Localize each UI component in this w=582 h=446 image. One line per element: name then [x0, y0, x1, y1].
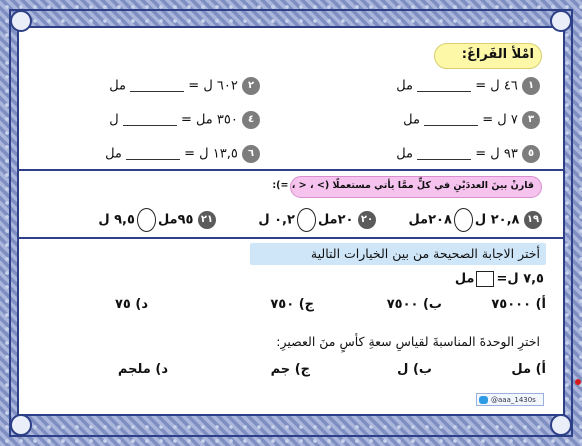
answer-box[interactable]: [476, 271, 494, 287]
option-value: جم: [270, 362, 291, 377]
red-dot-marker: [575, 379, 581, 385]
fill-item-4: [60, 111, 260, 129]
item-number-badge: ٥: [522, 145, 540, 163]
corner-ornament: [550, 10, 572, 32]
twitter-handle-badge: [476, 393, 544, 406]
answer-blank[interactable]: [417, 149, 471, 160]
fill-item-3: [340, 111, 540, 129]
item-number-badge: ٢: [242, 77, 260, 95]
mcq1-left: ٧,٥ ل=: [496, 271, 544, 287]
option-value: ملجم: [117, 362, 151, 377]
section3-title: أختر الاجابة الصحيحة من بين الخيارات التالية: [310, 246, 540, 261]
option-label: أ): [535, 362, 546, 377]
item-number-badge: ١: [522, 77, 540, 95]
item-right: مل: [109, 78, 127, 94]
mcq1-right: مل: [454, 271, 475, 287]
item-right: مل: [396, 146, 413, 162]
option-label: د): [135, 297, 148, 312]
option-value: ٧٥٠٠: [386, 297, 419, 312]
compare-right: ٩,٥ ل: [98, 212, 135, 228]
option-label: ب): [422, 297, 442, 312]
item-number-badge: ٦: [242, 145, 260, 163]
option-value: ٧٥: [114, 297, 131, 312]
compare-circle[interactable]: [137, 208, 156, 232]
option-label: أ): [535, 297, 546, 312]
answer-blank[interactable]: [123, 115, 177, 126]
compare-item-19: [392, 208, 542, 232]
mcq2-option-a[interactable]: [460, 362, 546, 377]
option-label: ب): [412, 362, 432, 377]
option-value: ل: [397, 362, 409, 377]
item-number-badge: ٢٠: [358, 211, 376, 229]
compare-circle[interactable]: [454, 208, 473, 232]
answer-blank[interactable]: [130, 81, 184, 92]
section1-title: امْلأ الفَراغَ:: [461, 47, 534, 62]
compare-left: ٩٥مل: [157, 212, 194, 228]
compare-left: ٢٠مل: [317, 212, 354, 228]
fill-item-2: [60, 77, 260, 95]
mcq2-option-b[interactable]: [346, 362, 432, 377]
item-right: مل: [403, 112, 420, 128]
item-number-badge: ٢١: [198, 211, 216, 229]
section2-title: قارنْ بينَ العددَيْنِ في كلٍّ ممَّا يأتي مستعملًا (> ، < ، =):: [272, 180, 534, 191]
item-number-badge: ٤: [242, 111, 260, 129]
corner-ornament: [10, 10, 32, 32]
compare-right: ٠,٢ ل: [258, 212, 295, 228]
compare-circle[interactable]: [297, 208, 316, 232]
item-right: مل: [105, 146, 122, 162]
corner-ornament: [550, 414, 572, 436]
option-label: د): [155, 362, 168, 377]
compare-right: ٢٠٨مل: [408, 212, 452, 228]
answer-blank[interactable]: [424, 115, 478, 126]
fill-item-1: [340, 77, 540, 95]
option-value: مل: [511, 362, 532, 377]
mcq1-option-b[interactable]: [356, 297, 442, 312]
corner-ornament: [10, 414, 32, 436]
item-number-badge: ١٩: [524, 211, 542, 229]
twitter-bird-icon: [479, 396, 488, 404]
item-right: ل: [109, 112, 119, 128]
item-left: ٩٣ ل =: [475, 146, 518, 162]
mcq1-question: [420, 271, 544, 287]
mcq1-option-a[interactable]: [460, 297, 546, 312]
mcq2-option-d[interactable]: [82, 362, 168, 377]
section-divider: [17, 237, 565, 239]
mcq1-option-c[interactable]: [228, 297, 314, 312]
item-left: ٧ ل =: [482, 112, 518, 128]
fill-item-5: [340, 145, 540, 163]
item-left: ٤٦ ل =: [475, 78, 518, 94]
item-left: ٦٠٢ ل =: [188, 78, 238, 94]
item-number-badge: ٣: [522, 111, 540, 129]
fill-item-6: [60, 145, 260, 163]
compare-item-21: [66, 208, 216, 232]
mcq1-option-d[interactable]: [62, 297, 148, 312]
section-divider: [17, 169, 565, 171]
item-right: مل: [396, 78, 413, 94]
compare-item-20: [236, 208, 376, 232]
item-left: ٣٥٠ مل =: [180, 112, 238, 128]
item-left: ١٣,٥ ل =: [184, 146, 238, 162]
option-value: ٧٥٠: [270, 297, 295, 312]
answer-blank[interactable]: [417, 81, 471, 92]
option-label: ج): [294, 362, 310, 377]
option-label: ج): [298, 297, 314, 312]
answer-blank[interactable]: [126, 149, 180, 160]
twitter-handle: @aaa_1430s: [491, 396, 536, 404]
option-value: ٧٥٠٠٠: [491, 297, 532, 312]
mcq2-option-c[interactable]: [224, 362, 310, 377]
mcq2-question: اخترِ الوحدةَ المناسبةَ لقياسِ سعةِ كأسٍ منَ العصيرِ:: [276, 334, 540, 349]
compare-left: ٢٠,٨ ل: [474, 212, 520, 228]
